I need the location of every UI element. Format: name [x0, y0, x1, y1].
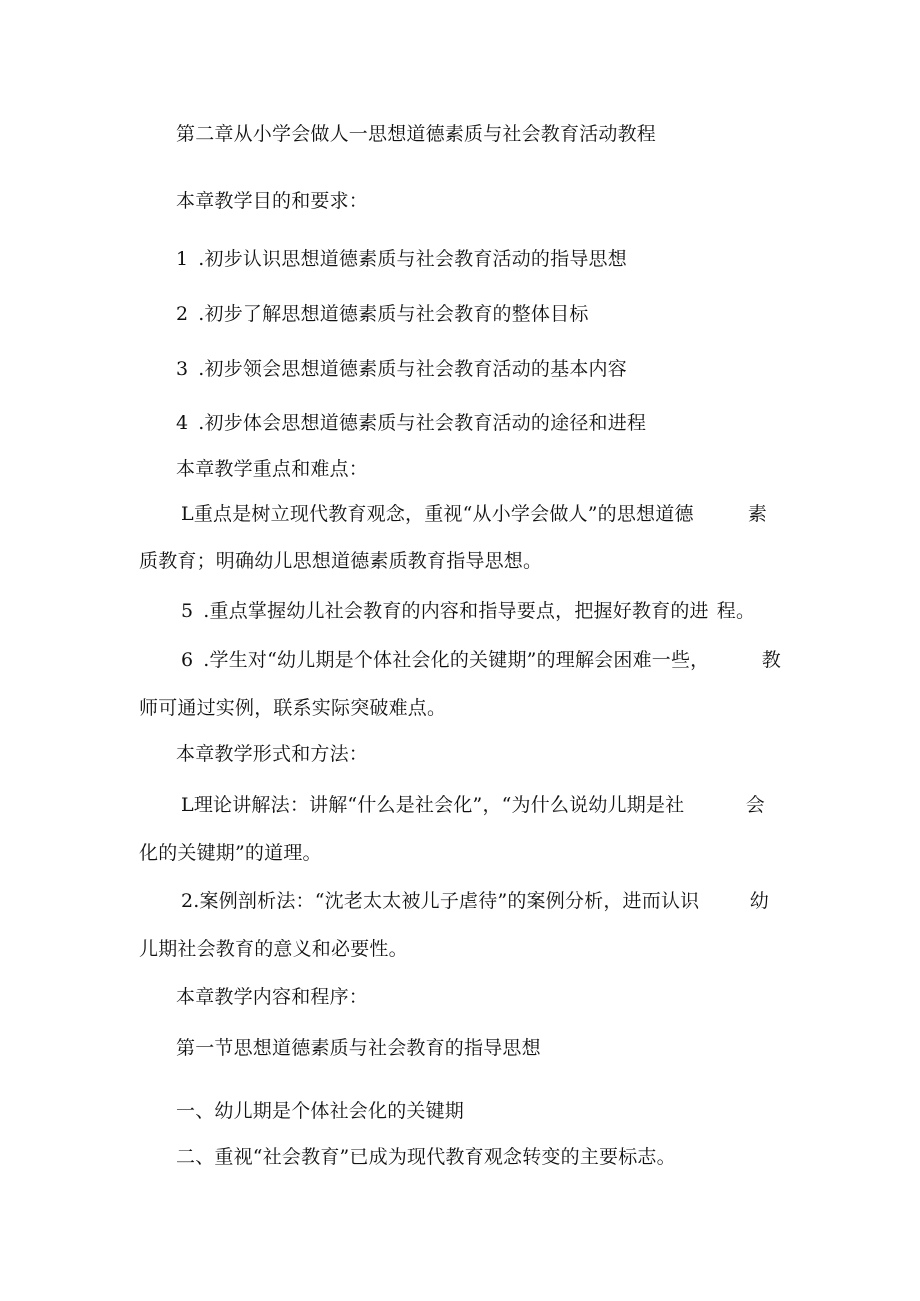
objective-item-2 [176, 302, 589, 326]
objective-text: .初步认识思想道德素质与社会教育活动的指导思想 [198, 248, 627, 270]
method-text: 2.案例剖析法：“沈老太太被儿子虐待”的案例分析，进而认识 [181, 890, 700, 912]
key-point-text: .重点掌握幼儿社会教育的内容和指导要点，把握好教育的进 [203, 600, 709, 622]
key-point-number: 6 [181, 649, 194, 671]
objective-item-1 [176, 247, 627, 271]
key-points-heading: 本章教学重点和难点： [176, 458, 369, 480]
key-point-2 [181, 599, 755, 623]
method-2-line-2: 儿期社会教育的意义和必要性。 [139, 938, 408, 960]
method-text-tail: 幼 [749, 890, 769, 912]
objective-number: 2 [176, 303, 189, 325]
content-point-2: 二、重视“社会教育”已成为现代教育观念转变的主要标志。 [176, 1146, 676, 1168]
content-point-1: 一、幼儿期是个体社会化的关键期 [176, 1100, 465, 1122]
objective-number: 1 [176, 248, 189, 270]
key-point-1-line-1 [181, 502, 767, 526]
method-2-line-1 [181, 889, 769, 913]
method-1-line-1 [181, 793, 765, 817]
objective-number: 3 [176, 358, 189, 380]
key-point-1-line-2: 质教育；明确幼儿思想道德素质教育指导思想。 [139, 550, 543, 572]
key-point-3-line-2: 师可通过实例，联系实际突破难点。 [139, 697, 447, 719]
objectives-heading: 本章教学目的和要求： [176, 190, 369, 212]
key-point-text-tail: 教 [761, 649, 781, 671]
objective-text: .初步体会思想道德素质与社会教育活动的途径和进程 [198, 412, 647, 434]
objective-number: 4 [176, 412, 189, 434]
objective-text: .初步领会思想道德素质与社会教育活动的基本内容 [198, 358, 627, 380]
method-text-tail: 会 [745, 794, 765, 816]
chapter-title: 第二章从小学会做人一思想道德素质与社会教育活动教程 [176, 123, 657, 145]
objective-item-4 [176, 411, 646, 435]
objective-text: .初步了解思想道德素质与社会教育的整体目标 [198, 303, 589, 325]
section-title: 第一节思想道德素质与社会教育的指导思想 [176, 1037, 541, 1059]
content-heading: 本章教学内容和程序： [176, 986, 369, 1008]
key-point-number: 5 [181, 600, 194, 622]
key-point-text: L重点是树立现代教育观念，重视“从小学会做人”的思想道德 [181, 503, 694, 525]
objective-item-3 [176, 357, 627, 381]
methods-heading: 本章教学形式和方法： [176, 743, 369, 765]
method-text: L理论讲解法：讲解“什么是社会化”，“为什么说幼儿期是社 [181, 794, 685, 816]
key-point-text: .学生对“幼儿期是个体社会化的关键期”的理解会困难一些， [203, 649, 710, 671]
method-1-line-2: 化的关键期”的道理。 [139, 842, 322, 864]
key-point-text-tail: 素 [747, 503, 767, 525]
key-point-text-tail: 程。 [716, 600, 756, 622]
key-point-3-line-1 [181, 648, 781, 672]
